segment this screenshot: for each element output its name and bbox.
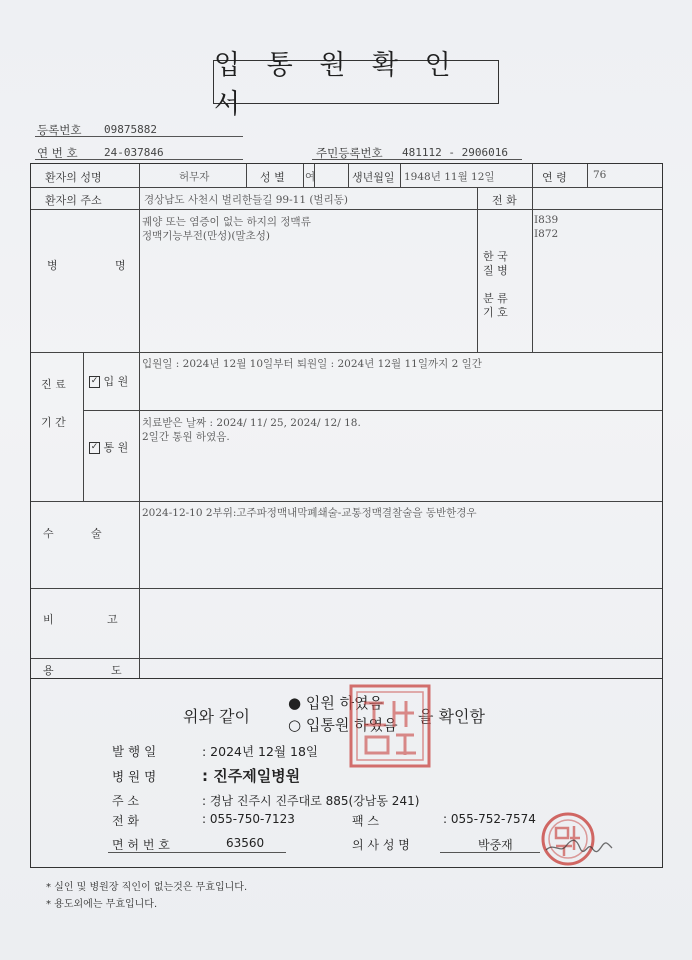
age-value: 76 (593, 169, 607, 181)
disease-line-1: 궤양 또는 염증이 없는 하지의 정맥류 (142, 216, 311, 228)
purpose-label-a: 용 (43, 664, 54, 677)
hospital-fax-label: 팩 스 (352, 814, 379, 828)
sex-label: 성 별 (260, 171, 285, 184)
outpatient-label: 통 원 (103, 441, 129, 454)
patient-name-value: 허무자 (179, 171, 210, 183)
license-number-value: 63560 (226, 836, 265, 850)
birth-value: 1948년 11월 12일 (404, 171, 495, 183)
disease-line-2: 정맥기능부전(만성)(말초성) (142, 230, 270, 242)
surgery-text: 2024-12-10 2부위:고주파정맥내막폐쇄술-교통정맥결찰술을 동반한경우 (142, 507, 477, 519)
sex-value: 여 (305, 171, 316, 183)
kcd-label-4: 기 호 (483, 306, 508, 319)
address-label: 환자의 주소 (45, 194, 102, 207)
kcd-label-1: 한 국 (483, 250, 508, 263)
resident-underline (312, 159, 522, 160)
address-value: 경상남도 사천시 벌리한들길 99-11 (벌리동) (144, 194, 348, 206)
remark-label-a: 비 (43, 613, 54, 626)
patient-name-label: 환자의 성명 (45, 171, 102, 184)
disease-label-a: 병 (47, 259, 58, 272)
radio-empty-icon: ○ (288, 716, 302, 734)
purpose-label-b: 도 (111, 664, 122, 677)
footnote-2: * 용도외에는 무효입니다. (46, 899, 158, 910)
radio-filled-icon: ● (288, 694, 302, 712)
remark-label-b: 고 (107, 613, 118, 626)
reg-number-value: 09875882 (104, 123, 157, 136)
footnote-1: * 실인 및 병원장 직인이 없는것은 무효입니다. (46, 882, 248, 893)
outpatient-days-text: 2일간 통원 하였음. (142, 431, 230, 443)
resident-number-value: 481112 - 2906016 (402, 146, 508, 159)
confirm-option-outpatient-label: 입통원 하였음 (305, 716, 398, 734)
issue-date-label: 발 행 일 (112, 744, 157, 759)
inpatient-label: 입 원 (103, 375, 129, 388)
reg-underline (35, 136, 243, 137)
kcd-code-1: I839 (534, 214, 559, 226)
license-underline (108, 852, 286, 853)
kcd-label-2: 질 병 (483, 264, 508, 277)
hospital-address-value: : 경남 진주시 진주대로 885(강남동 241) (202, 794, 420, 808)
hospital-seal (348, 683, 432, 769)
confirm-suffix: 을 확인함 (418, 707, 485, 726)
age-label: 연 령 (542, 171, 567, 184)
resident-number-label: 주민등록번호 (316, 146, 383, 160)
license-number-label: 면 허 번 호 (112, 838, 170, 852)
hospital-name-label: 병 원 명 (112, 769, 157, 784)
inpatient-period-text: 입원일 : 2024년 12월 10일부터 퇴원일 : 2024년 12월 11일까지 2 일간 (142, 358, 482, 370)
hospital-name-value: : 진주제일병원 (202, 767, 301, 785)
outpatient-dates-text: 치료받은 날짜 : 2024/ 11/ 25, 2024/ 12/ 18. (142, 417, 361, 429)
doctor-name-value: 박중재 (478, 838, 513, 852)
confirm-prefix: 위와 같이 (183, 707, 250, 726)
period-label-b: 기 간 (41, 416, 66, 429)
doctor-name-label: 의 사 성 명 (352, 838, 410, 852)
document-title: 입 통 원 확 인 서 (213, 60, 499, 104)
period-label-a: 진 료 (41, 378, 66, 391)
serial-underline (35, 159, 243, 160)
birth-label: 생년월일 (352, 171, 395, 184)
outpatient-checkbox[interactable] (89, 439, 128, 455)
main-table (30, 163, 663, 679)
issue-date-value: : 2024년 12월 18일 (202, 744, 318, 759)
serial-number-value: 24-037846 (104, 146, 164, 159)
phone-cell-label: 전 화 (492, 194, 517, 207)
confirm-option-inpatient-label: 입원 하였음 (305, 694, 384, 712)
inpatient-checkbox[interactable] (89, 373, 128, 389)
hospital-phone-label: 전 화 (112, 814, 139, 828)
surgery-label-b: 술 (91, 527, 102, 540)
hospital-address-label: 주 소 (112, 794, 139, 808)
kcd-code-2: I872 (534, 228, 559, 240)
serial-number-label: 연 번 호 (37, 146, 78, 160)
doctor-underline (440, 852, 540, 853)
disease-label-b: 명 (115, 259, 126, 272)
outpatient-check-mark: ✓ (90, 442, 99, 452)
hospital-fax-value: : 055-752-7574 (443, 812, 536, 826)
kcd-label-3: 분 류 (483, 292, 508, 305)
doctor-seal (540, 806, 616, 876)
reg-number-label: 등록번호 (37, 123, 82, 137)
hospital-phone-value: : 055-750-7123 (202, 812, 295, 826)
inpatient-check-mark: ✓ (90, 376, 99, 386)
surgery-label-a: 수 (43, 527, 54, 540)
